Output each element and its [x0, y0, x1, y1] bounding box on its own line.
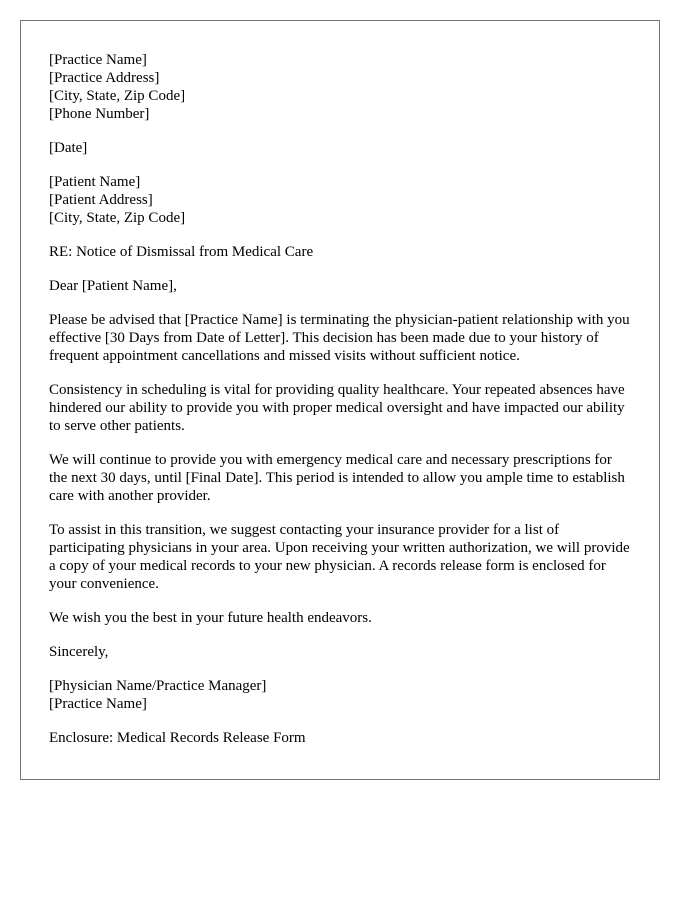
body-paragraph-2: Consistency in scheduling is vital for providing quality healthcare. Your repeated absences have hindered our ability to provide you with proper medical oversight and have impacted our ability to serve other patients. [49, 382, 625, 434]
subject-text: RE: Notice of Dismissal from Medical Care [49, 244, 314, 260]
signature-practice: [Practice Name] [49, 696, 147, 712]
closing-text: Sincerely, [49, 644, 109, 660]
sender-address: [Practice Address] [49, 70, 160, 86]
sender-city-state-zip: [City, State, Zip Code] [49, 88, 186, 104]
recipient-address: [Patient Address] [49, 192, 153, 208]
body-paragraph-1: Please be advised that [Practice Name] is terminating the physician-patient relationship with you effective [30 Days from Date of Letter]. This decision has been made due to your history of frequent appointment cancellations and missed visits without sufficient notice. [49, 312, 630, 364]
letter-date: [Date] [49, 140, 88, 156]
recipient-name: [Patient Name] [49, 174, 141, 190]
body-paragraph-3: We will continue to provide you with emergency medical care and necessary prescriptions for the next 30 days, until [Final Date]. This period is intended to allow you ample time to establish care with another provider. [49, 452, 625, 504]
date-block [49, 139, 631, 157]
salutation-text: Dear [Patient Name], [49, 278, 177, 294]
body-paragraph-5: We wish you the best in your future health endeavors. [49, 610, 372, 626]
salutation [49, 277, 631, 295]
enclosure-text: Enclosure: Medical Records Release Form [49, 730, 306, 746]
closing [49, 643, 631, 661]
sender-name: [Practice Name] [49, 52, 147, 68]
recipient-block [49, 173, 631, 227]
letter-page [20, 20, 660, 780]
signature-name: [Physician Name/Practice Manager] [49, 678, 267, 694]
enclosure-line [49, 729, 631, 747]
sender-block [49, 51, 631, 123]
signature-block [49, 677, 631, 713]
recipient-city-state-zip: [City, State, Zip Code] [49, 210, 186, 226]
body-paragraph-4: To assist in this transition, we suggest contacting your insurance provider for a list of participating physicians in your area. Upon receiving your written authorization, we will provide a copy of your medical records to your new physician. A records release form is enclosed for your convenience. [49, 522, 630, 592]
subject-line [49, 243, 631, 261]
sender-phone: [Phone Number] [49, 106, 150, 122]
